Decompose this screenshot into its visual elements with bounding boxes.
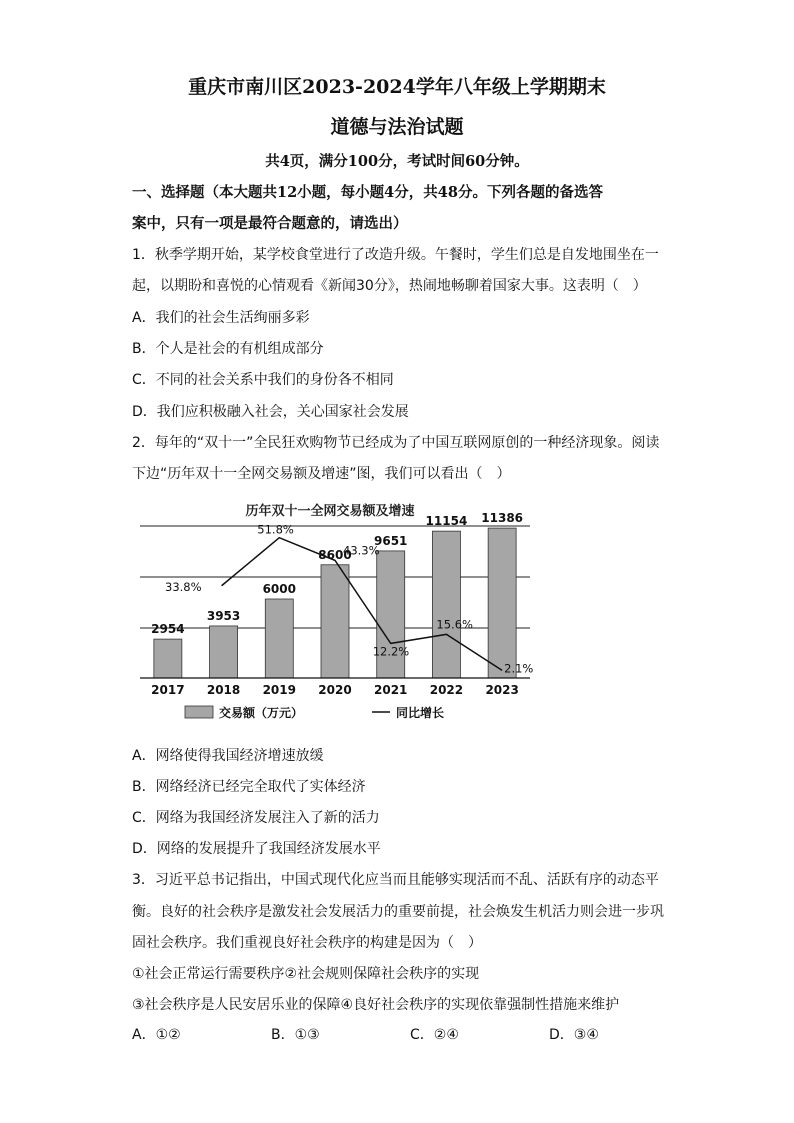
trade-volume-chart: [132, 496, 542, 728]
bar-value-label-2020: 8600: [318, 547, 352, 562]
x-tick-label-2020: 2020: [318, 683, 352, 697]
x-tick-label-2018: 2018: [206, 683, 241, 697]
bar-2019: [265, 599, 293, 678]
growth-label-2019: 51.8%: [257, 522, 294, 537]
bar-value-label-2019: 6000: [262, 582, 296, 596]
q2-option-b: B．网络经济已经完全取代了实体经济: [132, 779, 366, 795]
growth-label-2018: 33.8%: [165, 579, 202, 594]
x-tick-label-2019: 2019: [262, 683, 296, 697]
q3-option-b: B．①③: [271, 1027, 320, 1043]
q1-option-d: D．我们应积极融入社会，关心国家社会发展: [132, 404, 409, 420]
bar-2017: [154, 639, 182, 678]
q1-option-c: C．不同的社会关系中我们的身份各不相同: [132, 372, 394, 388]
q1-stem-cont: 起，以期盼和喜悦的心情观看《新闻30分》，热闹地畅聊着国家大事。这表明（ ）: [132, 278, 647, 294]
section-heading-cont: 案中，只有一项是最符合题意的，请选出）: [132, 215, 408, 232]
legend-bar-label: 交易额（万元）: [219, 706, 304, 720]
bar-2020: [321, 565, 349, 678]
bar-2018: [210, 626, 238, 678]
bar-value-label-2023: 11386: [481, 511, 524, 526]
bar-2021: [377, 551, 405, 678]
q3-option-c: C．②④: [410, 1027, 459, 1043]
q3-stem-cont2: 固社会秩序。我们重视良好社会秩序的构建是因为（ ）: [132, 935, 482, 951]
exam-title: 重庆市南川区2023-2024学年八年级上学期期末: [188, 76, 606, 98]
q1-option-b: B．个人是社会的有机组成部分: [132, 341, 324, 357]
bar-value-label-2021: 9651: [374, 533, 408, 548]
legend-bar-swatch: [185, 706, 213, 718]
exam-info: 共4页，满分100分，考试时间60分钟。: [265, 153, 529, 170]
q1-option-a: A．我们的社会生活绚丽多彩: [132, 310, 310, 326]
bar-value-label-2018: 3953: [206, 608, 241, 623]
growth-label-2021: 12.2%: [372, 644, 410, 659]
q2-option-d: D．网络的发展提升了我国经济发展水平: [132, 841, 381, 857]
q2-stem: 2．每年的“双十一”全民狂欢购物节已经成为了中国互联网原创的一种经济现象。阅读: [132, 435, 660, 451]
x-tick-label-2022: 2022: [429, 683, 464, 697]
x-tick-label-2021: 2021: [374, 683, 408, 697]
q3-items: ①社会正常运行需要秩序②社会规则保障社会秩序的实现: [132, 966, 480, 982]
bar-2022: [432, 531, 460, 678]
x-tick-label-2023: 2023: [485, 683, 519, 697]
growth-label-2023: 2.1%: [504, 661, 534, 676]
q2-option-a: A．网络使得我国经济增速放缓: [132, 748, 324, 764]
q3-option-d: D．③④: [549, 1027, 599, 1043]
growth-label-2022: 15.6%: [436, 617, 473, 632]
q3-stem-cont: 衡。良好的社会秩序是激发社会发展活力的重要前提，社会焕发生机活力则会进一步巩: [132, 904, 664, 920]
q1-stem: 1．秋季学期开始，某学校食堂进行了改造升级。午餐时，学生们总是自发地围坐在一: [132, 247, 659, 263]
q3-stem: 3．习近平总书记指出，中国式现代化应当而且能够实现活而不乱、活跃有序的动态平: [132, 872, 659, 888]
bar-value-label-2017: 2954: [151, 622, 185, 637]
exam-subject-title: 道德与法治试题: [330, 116, 464, 138]
chart-title: 历年双十一全网交易额及增速: [245, 504, 415, 519]
q3-items-cont: ③社会秩序是人民安居乐业的保障④良好社会秩序的实现依靠强制性措施来维护: [132, 997, 620, 1013]
section-heading: 一、选择题（本大题共12小题，每小题4分，共48分。下列各题的备选答: [132, 184, 603, 201]
q3-option-a: A．①②: [132, 1027, 181, 1043]
legend-line-label: 同比增长: [396, 706, 445, 720]
growth-label-2020: 43.3%: [343, 543, 380, 558]
bar-value-label-2022: 11154: [425, 514, 468, 529]
q2-stem-cont: 下边“历年双十一全网交易额及增速”图，我们可以看出（ ）: [132, 466, 511, 482]
x-tick-label-2017: 2017: [151, 683, 185, 697]
bar-2023: [488, 528, 516, 678]
q2-option-c: C．网络为我国经济发展注入了新的活力: [132, 810, 380, 826]
